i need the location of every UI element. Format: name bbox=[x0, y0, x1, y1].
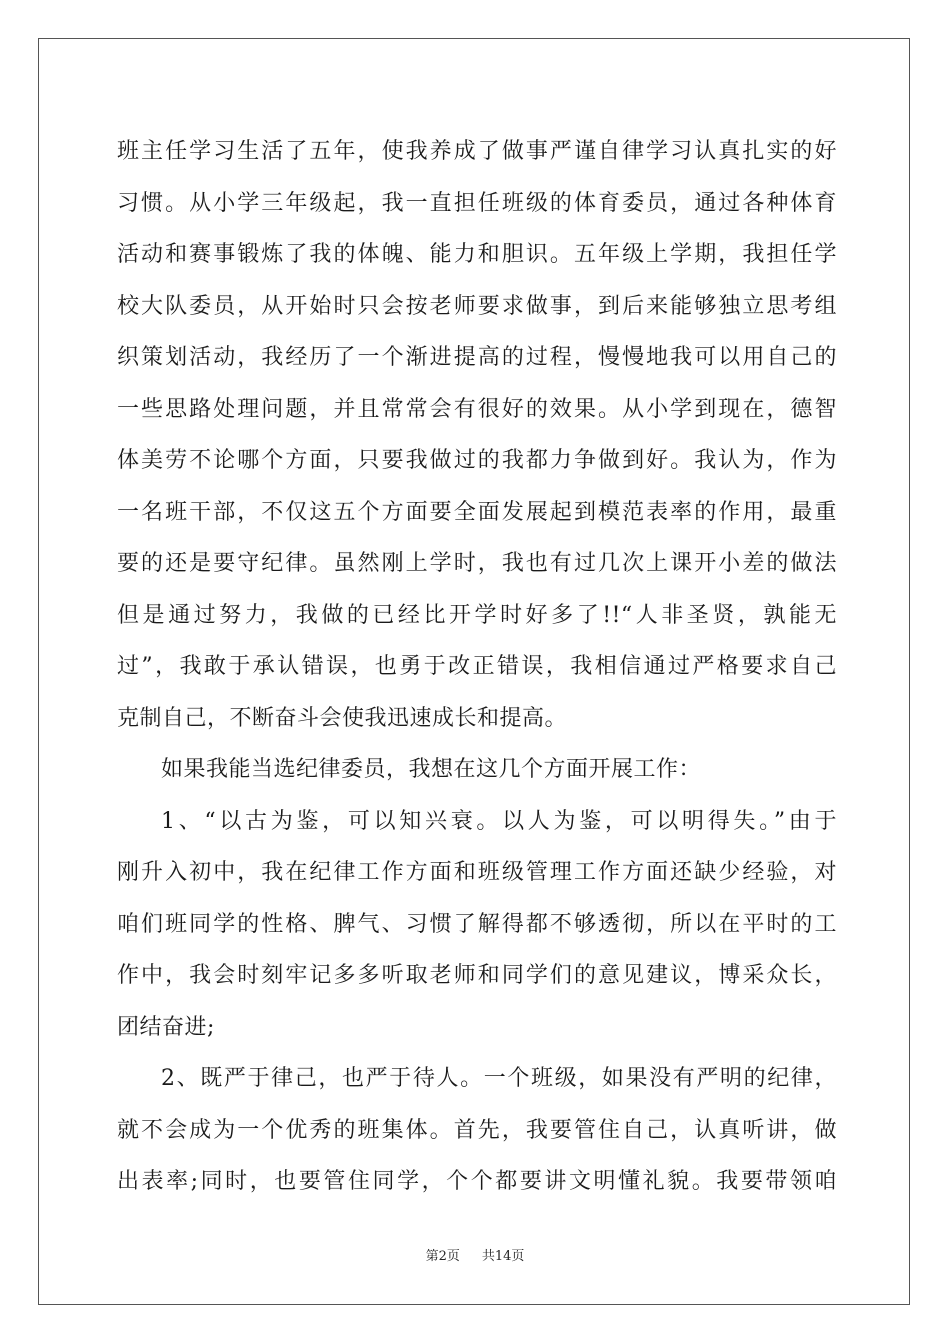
text-line: 校大队委员，从开始时只会按老师要求做事，到后来能够独立思考组 bbox=[117, 293, 837, 319]
text-line: 活动和赛事锻炼了我的体魄、能力和胆识。五年级上学期，我担任学 bbox=[117, 242, 837, 267]
paragraph-item-2 bbox=[117, 1053, 837, 1208]
text-line: 2、既严于律己，也严于待人。一个班级，如果没有严明的纪律， bbox=[161, 1066, 837, 1091]
text-line: 织策划活动，我经历了一个渐进提高的过程，慢慢地我可以用自己的 bbox=[117, 345, 837, 370]
page-total: 共14页 bbox=[481, 1249, 525, 1264]
text-line: 但是通过努力，我做的已经比开学时好多了!!“人非圣贤，孰能无 bbox=[117, 602, 837, 628]
text-line: 咱们班同学的性格、脾气、习惯了解得都不够透彻，所以在平时的工 bbox=[117, 911, 837, 937]
text-line: 班主任学习生活了五年，使我养成了做事严谨自律学习认真扎实的好 bbox=[117, 139, 837, 164]
document-body bbox=[117, 126, 837, 1208]
page-number: 第2页 bbox=[425, 1249, 460, 1264]
page-footer bbox=[0, 1245, 950, 1264]
text-line: 习惯。从小学三年级起，我一直担任班级的体育委员，通过各种体育 bbox=[117, 190, 837, 216]
text-line: 出表率;同时，也要管住同学，个个都要讲文明懂礼貌。我要带领咱 bbox=[117, 1169, 837, 1194]
text-line: 克制自己，不断奋斗会使我迅速成长和提高。 bbox=[117, 705, 568, 731]
text-line: 一些思路处理问题，并且常常会有很好的效果。从小学到现在，德智 bbox=[117, 396, 837, 422]
text-line: 一名班干部，不仅这五个方面要全面发展起到模范表率的作用，最重 bbox=[117, 499, 837, 525]
text-line: 过”，我敢于承认错误，也勇于改正错误，我相信通过严格要求自己 bbox=[117, 654, 837, 679]
text-line: 刚升入初中，我在纪律工作方面和班级管理工作方面还缺少经验，对 bbox=[117, 860, 837, 885]
paragraph-continuation bbox=[117, 126, 837, 744]
text-line: 体美劳不论哪个方面，只要我做过的我都力争做到好。我认为，作为 bbox=[117, 448, 837, 473]
paragraph-intro bbox=[117, 744, 837, 796]
text-line: 就不会成为一个优秀的班集体。首先，我要管住自己，认真听讲，做 bbox=[117, 1117, 837, 1143]
paragraph-item-1 bbox=[117, 796, 837, 1054]
text-line: 团结奋进; bbox=[117, 1014, 215, 1040]
text-line: 作中，我会时刻牢记多多听取老师和同学们的意见建议，博采众长， bbox=[117, 963, 837, 988]
text-line: 如果我能当选纪律委员，我想在这几个方面开展工作： bbox=[161, 757, 702, 782]
text-line: 要的还是要守纪律。虽然刚上学时，我也有过几次上课开小差的做法 bbox=[117, 551, 837, 576]
text-line: 1、“以古为鉴，可以知兴衰。以人为鉴，可以明得失。”由于 bbox=[161, 808, 837, 834]
